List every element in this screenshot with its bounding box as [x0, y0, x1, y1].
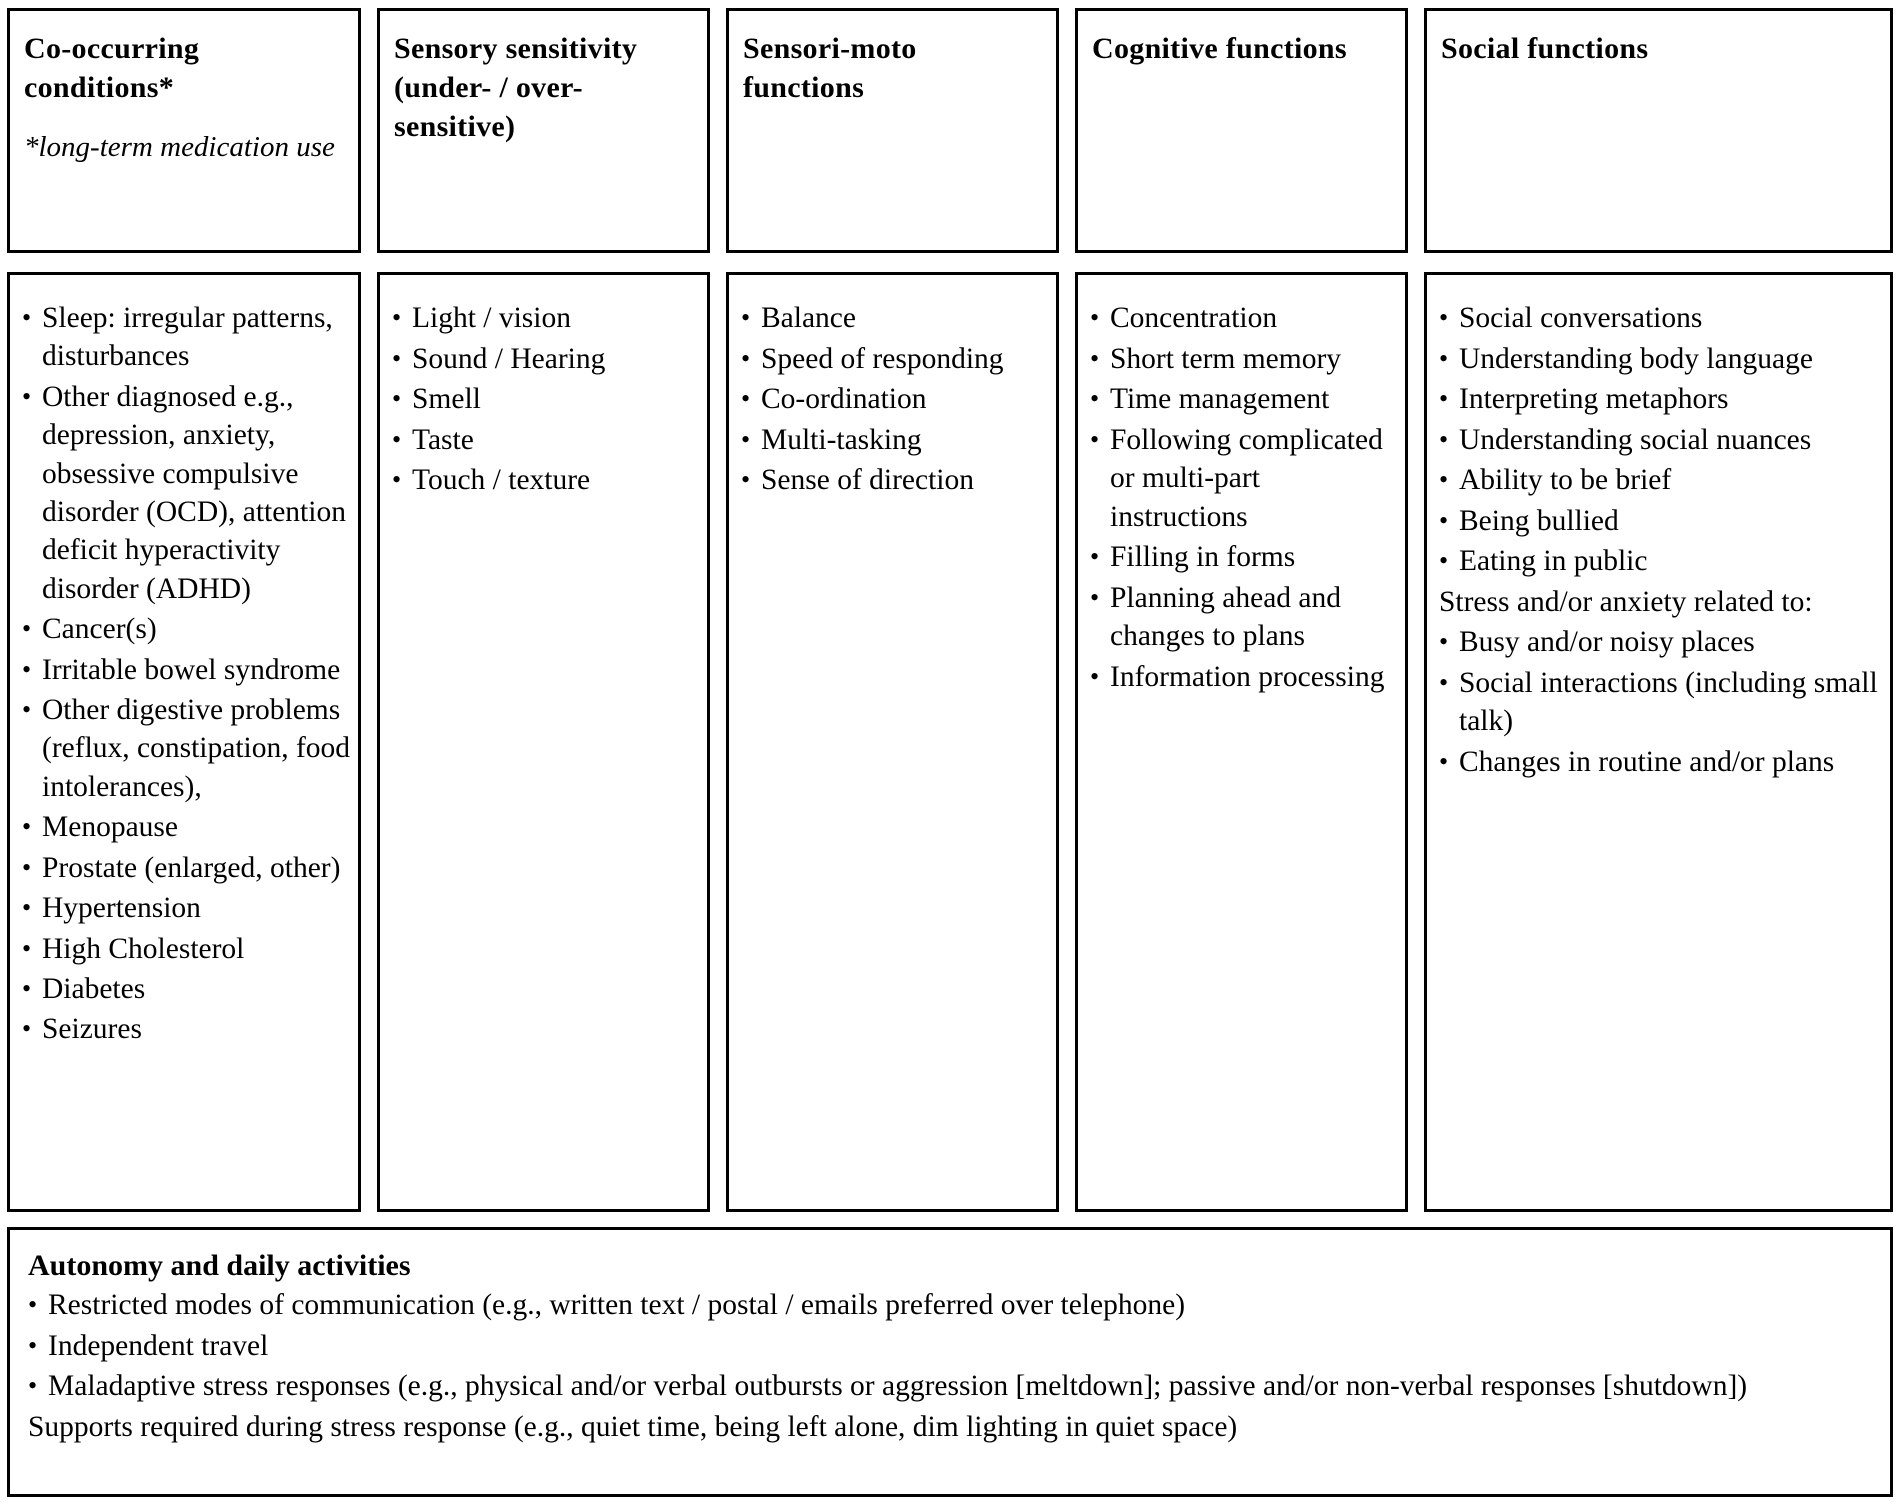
bullet-list: [741, 299, 1050, 500]
bullet-list: [1439, 299, 1884, 581]
list-item: • Ability to be brief: [1439, 461, 1884, 500]
list-item: • Hypertension: [22, 889, 352, 927]
section-title: Autonomy and daily activities: [28, 1249, 411, 1282]
list-item: • Speed of responding: [741, 340, 1050, 379]
list-item: • Taste: [392, 421, 701, 460]
list-item: • Irritable bowel syndrome: [22, 651, 352, 689]
list-item: • Light / vision: [392, 299, 701, 338]
list-item: • Time management: [1090, 380, 1399, 419]
column-title: Social functions: [1441, 32, 1649, 65]
header-sensori-moto-functions: [726, 8, 1059, 253]
list-item: • Seizures: [22, 1010, 352, 1048]
list-item: • Prostate (enlarged, other): [22, 849, 352, 887]
bullet-list: [1439, 623, 1884, 781]
content-cognitive-functions: [1075, 272, 1408, 1212]
list-item: • Multi-tasking: [741, 421, 1050, 460]
list-item: • Sleep: irregular patterns, disturbances: [22, 299, 352, 376]
list-item: • Balance: [741, 299, 1050, 338]
list-item: • Menopause: [22, 808, 352, 846]
list-item: • Sound / Hearing: [392, 340, 701, 379]
list-item: • Maladaptive stress responses (e.g., physical and/or verbal outbursts or aggression [meltdown]; passive and/or non-verbal responses [shutdown]): [28, 1367, 1884, 1406]
list-item: • Other diagnosed e.g., depression, anxiety, obsessive compulsive disorder (OCD), attention deficit hyperactivity disorder (ADHD): [22, 378, 352, 608]
list-item: • Changes in routine and/or plans: [1439, 743, 1884, 782]
content-co-occurring-conditions: [7, 272, 361, 1212]
content-social-functions: [1424, 272, 1893, 1212]
list-item: • Sense of direction: [741, 461, 1050, 500]
column-title: Sensori-moto functions: [743, 32, 917, 104]
list-item: • Understanding body language: [1439, 340, 1884, 379]
bullet-list: [1090, 299, 1399, 696]
header-sensory-sensitivity: [377, 8, 710, 253]
subheading: Stress and/or anxiety related to:: [1439, 585, 1813, 618]
list-item: • Short term memory: [1090, 340, 1399, 379]
content-sensori-moto-functions: [726, 272, 1059, 1212]
content-sensory-sensitivity: [377, 272, 710, 1212]
list-item: • Touch / texture: [392, 461, 701, 500]
list-item: • Smell: [392, 380, 701, 419]
supports-note: Supports required during stress response (e.g., quiet time, being left alone, dim lighting in quiet space): [28, 1410, 1238, 1443]
column-title: Co-occurring conditions*: [24, 32, 200, 104]
bullet-list: [28, 1286, 1884, 1406]
header-cognitive-functions: [1075, 8, 1408, 253]
list-item: • Following complicated or multi-part instructions: [1090, 421, 1399, 537]
list-item: • High Cholesterol: [22, 930, 352, 968]
header-co-occurring-conditions: [7, 8, 361, 253]
list-item: • Diabetes: [22, 970, 352, 1008]
list-item: • Planning ahead and changes to plans: [1090, 579, 1399, 656]
autonomy-daily-activities-box: [7, 1227, 1893, 1497]
list-item: • Information processing: [1090, 658, 1399, 697]
header-social-functions: [1424, 8, 1893, 253]
list-item: • Restricted modes of communication (e.g., written text / postal / emails preferred over telephone): [28, 1286, 1884, 1325]
list-item: • Co-ordination: [741, 380, 1050, 419]
column-title: Sensory sensitivity (under- / over-sensitive): [394, 32, 638, 143]
list-item: • Interpreting metaphors: [1439, 380, 1884, 419]
list-item: • Being bullied: [1439, 502, 1884, 541]
list-item: • Concentration: [1090, 299, 1399, 338]
column-title: Cognitive functions: [1092, 32, 1347, 65]
list-item: • Independent travel: [28, 1327, 1884, 1366]
list-item: • Social interactions (including small talk): [1439, 664, 1884, 741]
list-item: • Understanding social nuances: [1439, 421, 1884, 460]
list-item: • Eating in public: [1439, 542, 1884, 581]
list-item: • Busy and/or noisy places: [1439, 623, 1884, 662]
column-note: *long-term medication use: [24, 131, 335, 163]
bullet-list: [392, 299, 701, 500]
list-item: • Filling in forms: [1090, 538, 1399, 577]
list-item: • Cancer(s): [22, 610, 352, 648]
list-item: • Other digestive problems (reflux, constipation, food intolerances),: [22, 691, 352, 806]
bullet-list: [22, 299, 352, 1049]
list-item: • Social conversations: [1439, 299, 1884, 338]
